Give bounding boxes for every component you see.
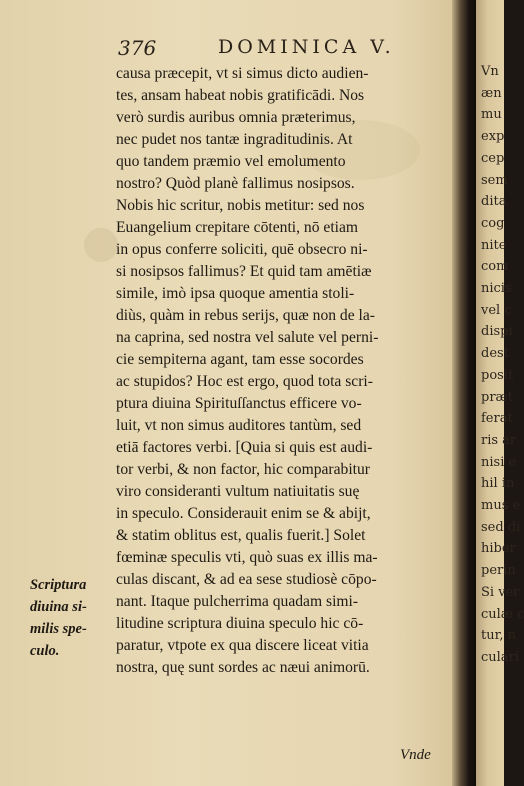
text-line: viro consideranti vultum natiuitatis suę (116, 483, 360, 500)
facing-page-fragment: nicis (481, 281, 512, 296)
paper-stain (84, 228, 118, 262)
facing-page-fragment: exp (481, 129, 505, 145)
facing-page-fragment: vel c (481, 302, 512, 318)
text-line: litudine scriptura diuina speculo hic cō- (116, 615, 364, 632)
facing-page-fragment: æn (481, 85, 502, 101)
text-line: Nobis hic scritur, nobis metitur: sed nos (116, 197, 365, 214)
text-line: nostro? Quòd planè fallimus nosipsos. (116, 175, 355, 192)
facing-page-fragment: Si ver (481, 584, 520, 600)
text-line: nant. Itaque pulcherrima quadam simi- (116, 593, 359, 610)
facing-page-fragment: sem (481, 172, 508, 188)
text-line: Euangelium crepitare cōtenti, nō etiam (116, 219, 359, 236)
facing-page-fragment: sed di (481, 519, 521, 535)
text-line: quo tandem præmio vel emolumento (116, 153, 346, 170)
facing-page-fragment: dest (481, 346, 509, 362)
catchword: Vnde (400, 747, 431, 763)
book-gutter (452, 0, 476, 786)
margin-note (30, 574, 114, 662)
facing-page-fragment: tur, n (481, 628, 517, 644)
facing-page-fragment: mu (481, 107, 502, 123)
text-line: luit, vt non simus auditores tantùm, sed (116, 417, 362, 434)
margin-note-line: Scriptura (30, 577, 87, 593)
facing-page-fragment: nite (481, 237, 507, 253)
text-line: simile, imò ipsa quoque amentia stoli- (116, 285, 355, 302)
text-line: si nosipsos fallimus? Et quid tam amētiæ (116, 263, 372, 280)
page-header (118, 36, 458, 62)
text-line: fœminæ speculis vti, quò suas ex illis ma- (116, 549, 378, 566)
text-line: nostra, quę sunt sordes ac næui animorū. (116, 659, 370, 676)
margin-note-line: culo. (30, 643, 60, 659)
facing-page-fragment: cep (481, 150, 505, 166)
body-text (116, 63, 456, 679)
facing-page-fragment: hil in (481, 476, 515, 492)
facing-page-fragment: ris ar (481, 432, 517, 448)
text-line: in opus conferre soliciti, quē obsecro ni- (116, 241, 368, 258)
text-line: na caprina, sed nostra vel salute vel perni- (116, 329, 379, 346)
text-line: verò surdis auribus omnia præterimus, (116, 109, 356, 126)
text-line: nec pudet nos tantæ ingraditudinis. At (116, 131, 353, 148)
text-line: tor verbi, & non factor, hic comparabitur (116, 461, 370, 478)
text-line: ac stupidos? Hoc est ergo, quod tota scri- (116, 373, 373, 390)
facing-page-fragment: culæ c (481, 606, 524, 622)
text-line: paratur, vtpote ex qua discere liceat vitia (116, 637, 369, 654)
text-line: in speculo. Considerauit enim se & abijt, (116, 505, 371, 522)
margin-note-line: milis spe- (30, 621, 87, 637)
facing-page-fragment: hiber (481, 541, 516, 557)
facing-page-fragment: perin (481, 563, 516, 579)
facing-page-fragment: Vn (481, 64, 499, 79)
text-line: diùs, quàm in rebus serijs, quæ non de la- (116, 307, 375, 324)
facing-page-fragment: posit (481, 367, 514, 383)
facing-page-fragment: nisi e (481, 454, 517, 470)
facing-page-fragment: dispi (481, 324, 513, 340)
facing-page-fragment: præt (481, 389, 513, 405)
facing-page-fragment: dita (481, 194, 507, 210)
text-line: & statim oblitus est, qualis fuerit.] Solet (116, 527, 366, 544)
facing-page-fragment: culari (481, 649, 519, 665)
text-line: culas discant, & ad ea sese studiosè cōpo- (116, 571, 377, 588)
facing-page-edge (476, 0, 524, 786)
text-line: cie sempiterna agant, tam esse socordes (116, 351, 364, 368)
facing-page-fragment: mus e (481, 498, 521, 513)
margin-note-line: diuina si- (30, 599, 87, 615)
text-line: etiā factores verbi. [Quia si quis est audi- (116, 439, 373, 456)
text-line: causa præcepit, vt si simus dicto audien- (116, 65, 369, 82)
facing-page-fragment: com (481, 259, 509, 275)
text-line: tes, ansam habeat nobis gratificādi. Nos (116, 87, 365, 104)
page-number: 376 (118, 36, 157, 60)
facing-page-fragment: cog (481, 215, 505, 231)
text-line: ptura diuina Spirituſſanctus efficere vo- (116, 395, 362, 412)
running-title: DOMINICA V. (218, 36, 395, 58)
facing-page-fragment: ferat (481, 411, 513, 427)
